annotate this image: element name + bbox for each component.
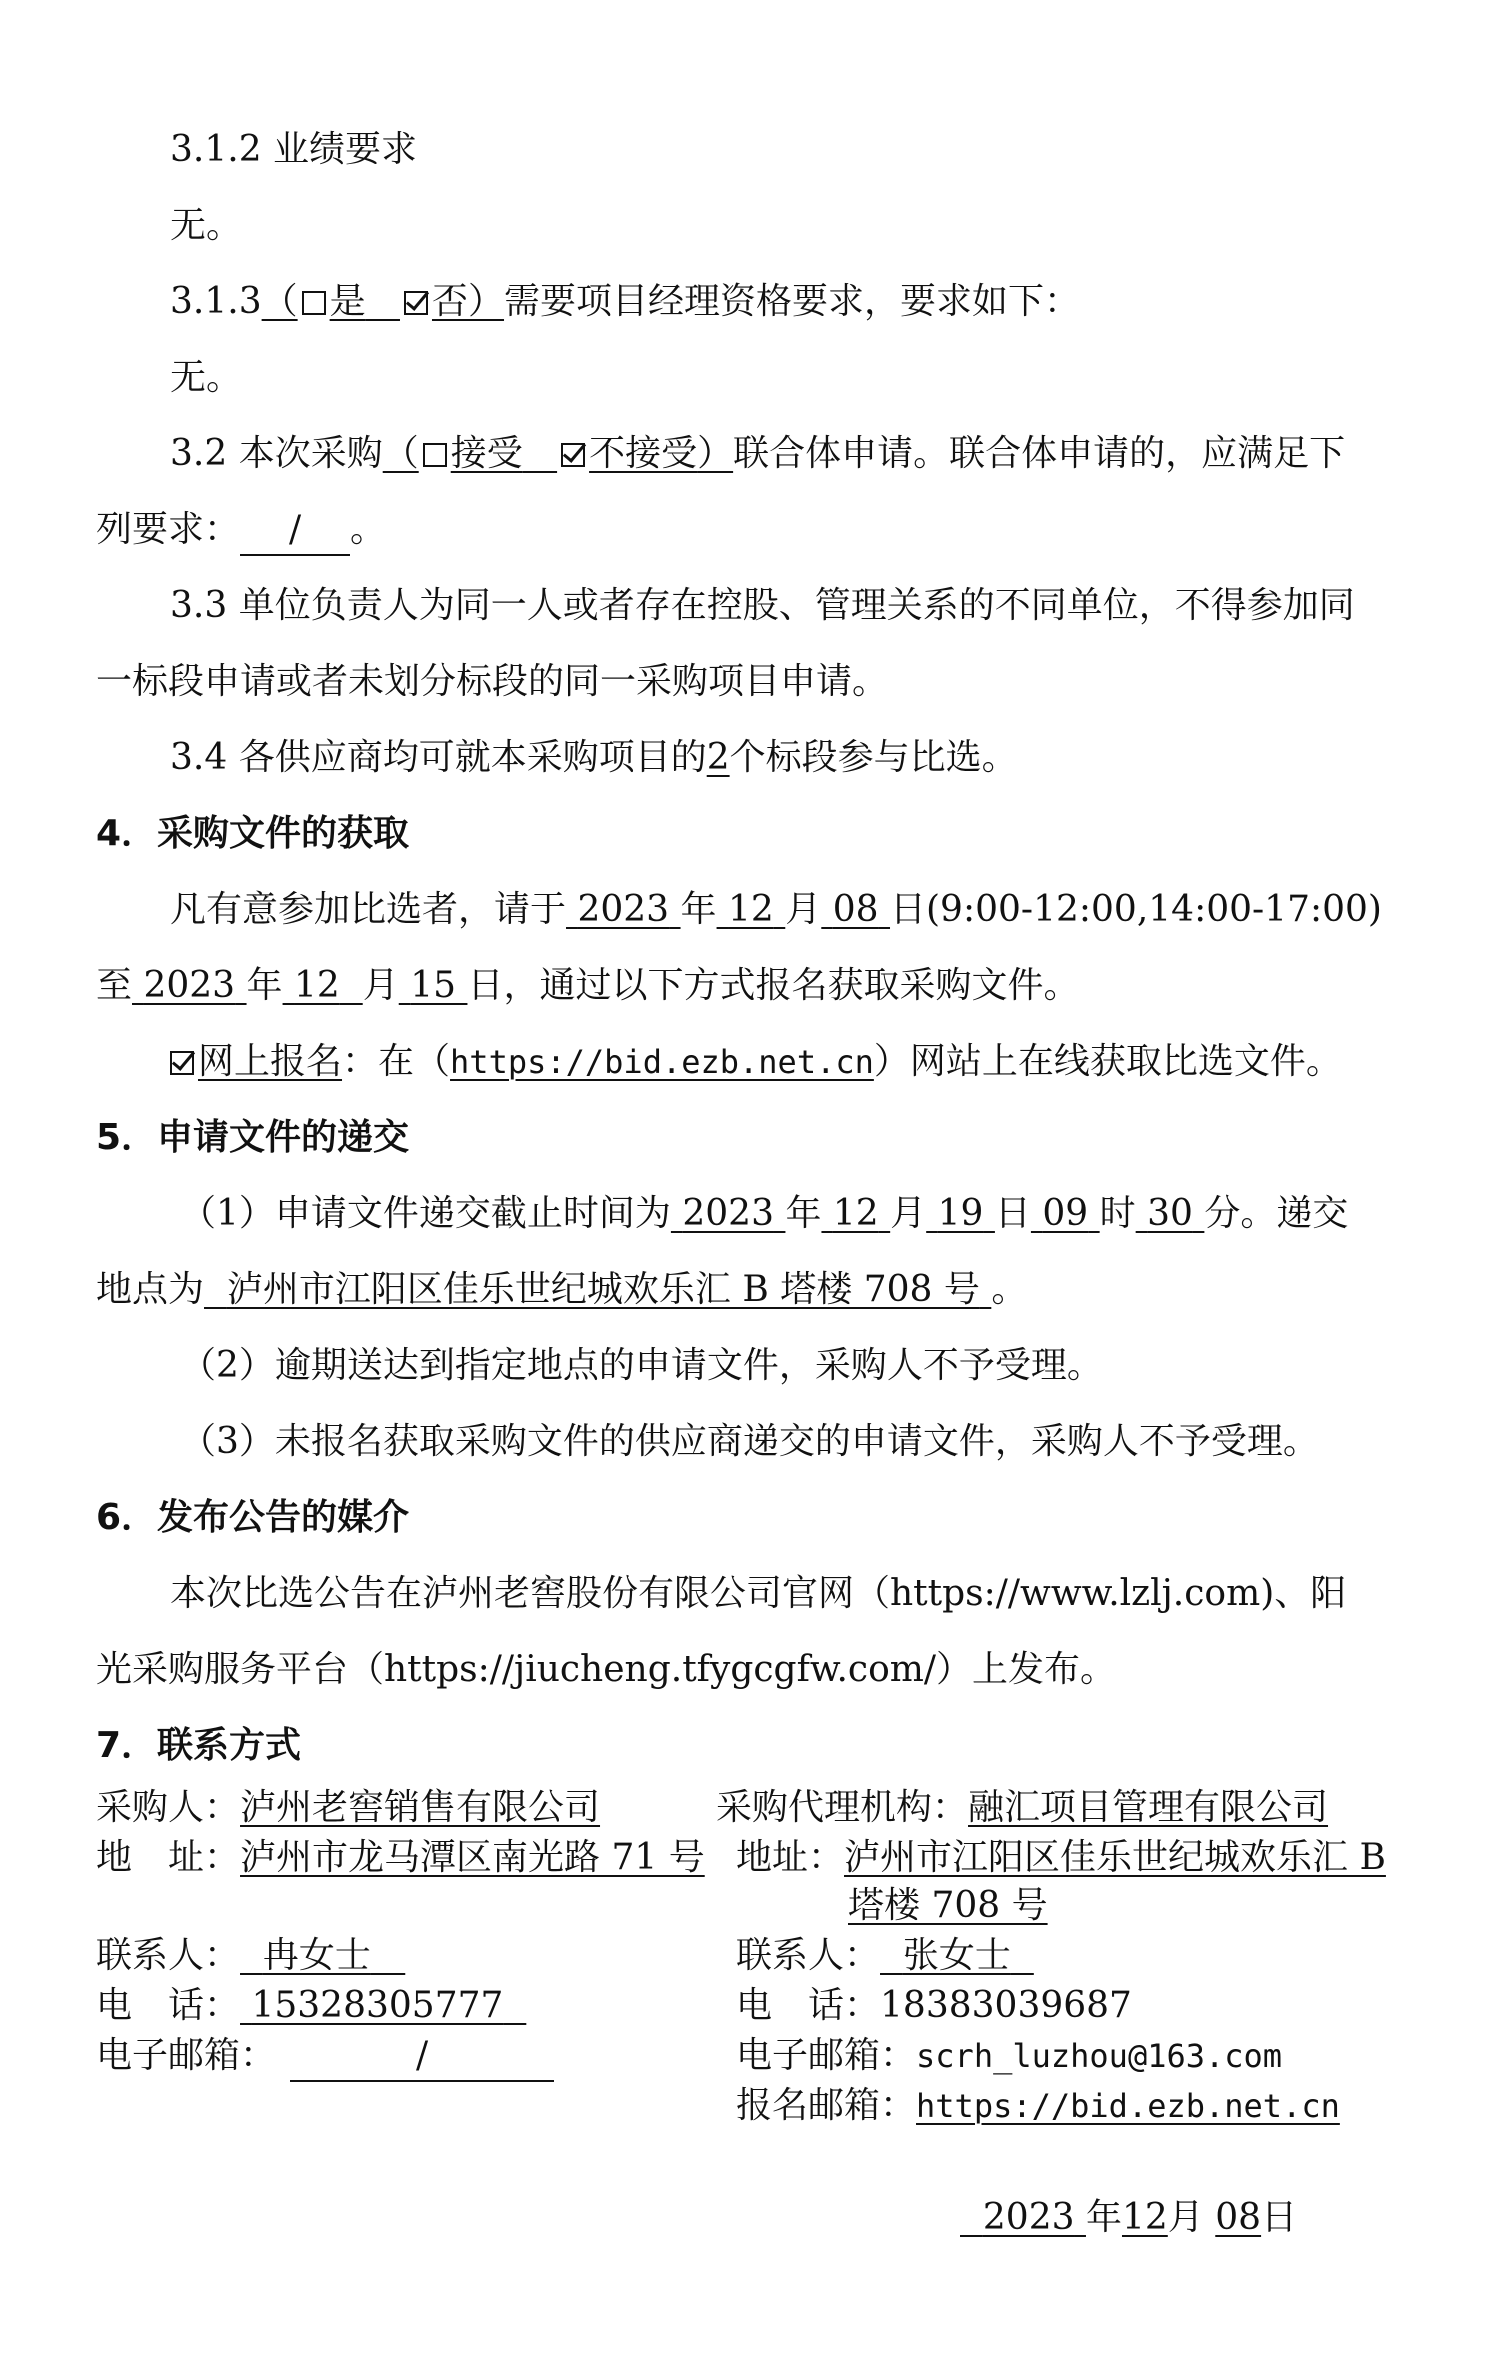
buyer-phone-row [96,1982,526,2030]
s34-suffix: 个标段参与比选。 [729,737,1018,778]
s4-line2 [96,962,1079,1010]
s5-minute: 30 [1147,1193,1193,1234]
s33-line2: 一标段申请或者未划分标段的同一采购项目申请。 [96,661,889,702]
agency-phone-label: 电 话： [736,1985,881,2026]
agency-address-value-2: 塔楼 708 号 [848,1885,1048,1926]
agency-row [716,1784,1328,1832]
agency-address-row2 [848,1882,1048,1930]
option-yes-label: 是 [329,281,366,322]
online-label: 网上报名 [198,1041,343,1082]
s5-unit-year: 年 [785,1193,822,1234]
checkbox-online-checked [170,1051,194,1075]
s32-line2-end: 。 [350,509,387,550]
option-reject-label: 不接受 [589,433,698,474]
s34-line [170,734,1018,782]
s4-start-month: 12 [728,889,774,930]
checkbox-yes [302,291,326,315]
section4-heading: 4．采购文件的获取 [96,813,410,854]
s5-hour: 09 [1042,1193,1089,1234]
online-signup [170,1041,342,1082]
buyer-row [96,1784,600,1832]
s4-time-range: 日(9:00-12:00,14:00-17:00) [890,889,1382,930]
s5-day: 19 [937,1193,984,1234]
date-unit-year: 年 [1085,2197,1122,2238]
s313-suffix: 需要项目经理资格要求，要求如下： [504,281,1081,322]
buyer-address-value: 泸州市龙马潭区南光路 71 号 [240,1837,705,1878]
s4-l2-suffix: 日，通过以下方式报名获取采购文件。 [467,965,1080,1006]
s5-unit-minute: 分。递交 [1204,1193,1349,1234]
s6-line2: 光采购服务平台（https://jiucheng.tfygcgfw.com/）上发布。 [96,1649,1117,1690]
s32-options: （ 接受 不接受） [382,433,734,474]
s4-end-month: 12 [294,965,340,1006]
s5-p3: （3）未报名获取采购文件的供应商递交的申请文件，采购人不予受理。 [180,1421,1319,1462]
date-month: 12 [1121,2197,1168,2238]
s6-line1: 本次比选公告在泸州老窖股份有限公司官网（https://www.lzlj.com)、阳 [170,1573,1347,1614]
section7-heading: 7．联系方式 [96,1725,302,1766]
s32-suffix: 联合体申请。联合体申请的，应满足下 [733,433,1346,474]
date-year: 2023 [982,2197,1075,2238]
buyer-contact: 冉女士 [262,1935,371,1976]
agency-email[interactable]: scrh_luzhou@163.com [916,2037,1283,2075]
agency-contact-label: 联系人： [736,1935,881,1976]
s5-unit-day: 日 [994,1193,1031,1234]
s4-online-line [170,1038,1342,1086]
s5-unit-month: 月 [890,1193,927,1234]
s32-line2 [96,506,386,554]
agency-signup-row [736,2082,1340,2130]
buyer-contact-row [96,1932,405,1980]
agency-phone-row [736,1982,1132,2030]
section5-heading: 5．申请文件的递交 [96,1117,410,1158]
s5-location-end: 。 [991,1269,1028,1310]
s4-end-day: 15 [410,965,456,1006]
s313-value: 无。 [170,357,243,398]
s4-end-year: 2023 [143,965,236,1006]
agency-email-row [736,2032,1282,2080]
s5-month: 12 [832,1193,879,1234]
s313-options: （ 是 否） [261,281,505,322]
s5-unit-hour: 时 [1099,1193,1136,1234]
buyer-value: 泸州老窖销售有限公司 [240,1787,601,1828]
option-no-label: 否 [431,281,468,322]
agency-contact-row [736,1932,1034,1980]
s32-blank: / [240,506,350,556]
s4-unit-year: 年 [680,889,717,930]
buyer-phone-label: 电 话： [96,1985,241,2026]
buyer-email-label: 电子邮箱： [96,2035,277,2076]
section6-heading: 6．发布公告的媒介 [96,1497,410,1538]
s4-start-year: 2023 [577,889,670,930]
checkbox-no-checked [404,291,428,315]
agency-signup-link[interactable]: https://bid.ezb.net.cn [916,2087,1340,2125]
buyer-phone: 15328305777 [251,1985,504,2026]
buyer-email-row [96,2032,554,2080]
date-unit-day: 日 [1261,2197,1298,2238]
online-url-link[interactable]: https://bid.ezb.net.cn [450,1043,874,1081]
buyer-address-row [96,1834,705,1882]
online-suffix: ）网站上在线获取比选文件。 [873,1041,1342,1082]
s32-line [170,430,1345,478]
s4-l2-prefix: 至 [96,965,133,1006]
agency-label: 采购代理机构： [716,1787,969,1828]
checkbox-accept [423,443,447,467]
buyer-contact-label: 联系人： [96,1935,241,1976]
s313-prefix: 3.1.3 [170,281,262,322]
buyer-label: 采购人： [96,1787,241,1828]
s4-line1 [170,886,1382,934]
agency-email-label: 电子邮箱： [736,2035,917,2076]
s33-line1: 3.3 单位负责人为同一人或者存在控股、管理关系的不同单位，不得参加同 [170,585,1355,626]
date-day: 08 [1215,2197,1262,2238]
s313-line [170,278,1080,326]
s4-start-day: 08 [832,889,879,930]
buyer-address-label: 地 址： [96,1837,241,1878]
s5-year: 2023 [682,1193,774,1234]
s4-unit-month-2: 月 [362,965,399,1006]
s32-line2-prefix: 列要求： [96,509,241,550]
date-unit-month: 月 [1167,2197,1204,2238]
s4-unit-month: 月 [785,889,822,930]
agency-address-label: 地址： [736,1837,845,1878]
s4-l1-prefix: 凡有意参加比选者，请于 [170,889,567,930]
buyer-email: / [290,2032,554,2082]
agency-address-row [736,1834,1386,1882]
agency-address-value-1: 泸州市江阳区佳乐世纪城欢乐汇 B [844,1837,1386,1878]
s4-unit-year-2: 年 [246,965,283,1006]
s5-location: 泸州市江阳区佳乐世纪城欢乐汇 B 塔楼 708 号 [226,1269,980,1310]
s5-location-prefix: 地点为 [96,1269,205,1310]
online-mid: ：在（ [342,1041,451,1082]
s5-p1-prefix: （1）申请文件递交截止时间为 [180,1193,671,1234]
s34-prefix: 3.4 各供应商均可就本采购项目的 [170,737,707,778]
agency-phone: 18383039687 [880,1985,1132,2026]
s5-p1-line2 [96,1266,1027,1314]
s5-p2: （2）逾期送达到指定地点的申请文件，采购人不予受理。 [180,1345,1103,1386]
checkbox-reject-checked [561,443,585,467]
s312-value: 无。 [170,205,243,246]
s5-p1-line1 [180,1190,1348,1238]
agency-contact: 张女士 [902,1935,1011,1976]
s312-title: 3.1.2 业绩要求 [170,129,418,170]
agency-value: 融汇项目管理有限公司 [968,1787,1329,1828]
agency-signup-label: 报名邮箱： [736,2085,917,2126]
option-accept-label: 接受 [450,433,523,474]
s34-count: 2 [706,737,730,778]
document-date [960,2194,1297,2242]
s32-prefix: 3.2 本次采购 [170,433,383,474]
